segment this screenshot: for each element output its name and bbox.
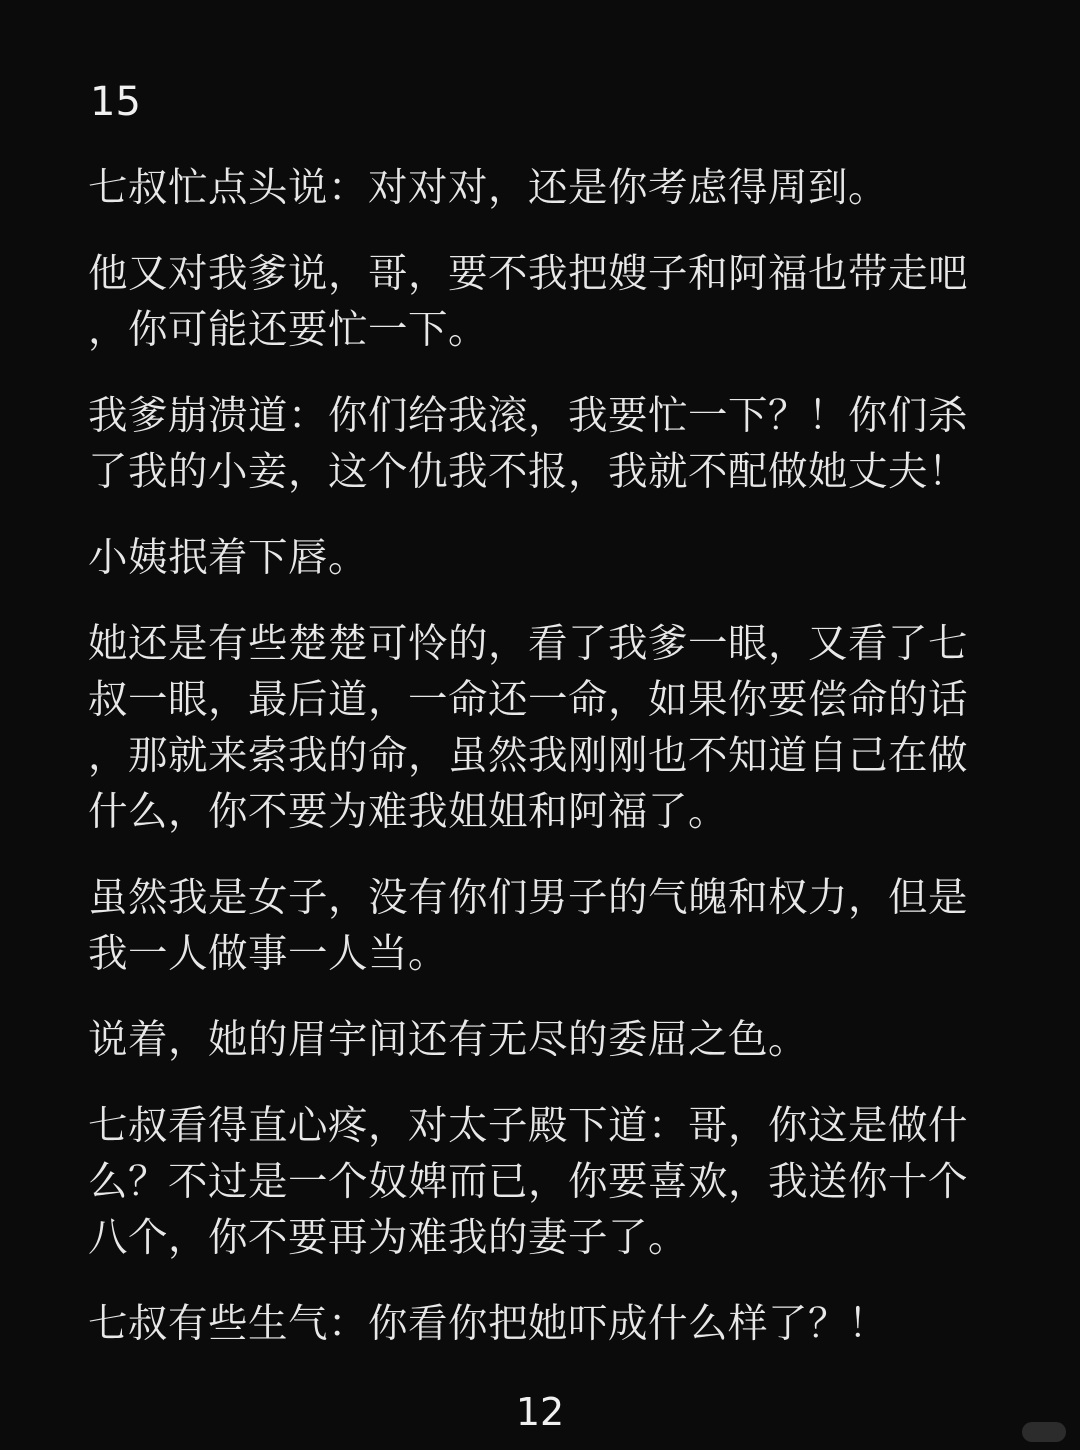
text-line: 我爹崩溃道：你们给我滚，我要忙一下？！你们杀 xyxy=(88,393,968,439)
text-line: 叔一眼，最后道，一命还一命，如果你要偿命的话 xyxy=(88,677,968,723)
text-line: 我一人做事一人当。 xyxy=(88,931,448,977)
text-line: 她还是有些楚楚可怜的，看了我爹一眼，又看了七 xyxy=(88,621,968,667)
text-line: 么？不过是一个奴婢而已，你要喜欢，我送你十个 xyxy=(88,1159,968,1205)
text-line: 他又对我爹说，哥，要不我把嫂子和阿福也带走吧 xyxy=(88,251,968,297)
text-line: 虽然我是女子，没有你们男子的气魄和权力，但是 xyxy=(88,875,968,921)
text-line: 七叔有些生气：你看你把她吓成什么样了？！ xyxy=(88,1301,888,1347)
text-line: ，你可能还要忙一下。 xyxy=(88,307,488,353)
text-line: 说着，她的眉宇间还有无尽的委屈之色。 xyxy=(88,1017,808,1063)
paragraph-9 xyxy=(88,1296,992,1352)
paragraph-2 xyxy=(88,246,992,358)
text-line: 七叔看得直心疼，对太子殿下道：哥，你这是做什 xyxy=(88,1103,968,1149)
paragraph-7 xyxy=(88,1012,992,1068)
paragraph-1 xyxy=(88,160,992,216)
text-line: 什么，你不要为难我姐姐和阿福了。 xyxy=(88,789,728,835)
text-line: 七叔忙点头说：对对对，还是你考虑得周到。 xyxy=(88,165,888,211)
story-text xyxy=(88,160,992,1382)
chapter-number: 15 xyxy=(90,79,141,125)
paragraph-6 xyxy=(88,870,992,982)
text-line: ，那就来索我的命，虽然我刚刚也不知道自己在做 xyxy=(88,733,968,779)
paragraph-3 xyxy=(88,388,992,500)
page-number: 12 xyxy=(515,1390,565,1434)
paragraph-5 xyxy=(88,616,992,840)
paragraph-8 xyxy=(88,1098,992,1266)
text-line: 小姨抿着下唇。 xyxy=(88,535,368,581)
text-line: 八个，你不要再为难我的妻子了。 xyxy=(88,1215,688,1261)
text-line: 了我的小妾，这个仇我不报，我就不配做她丈夫！ xyxy=(88,449,968,495)
watermark-logo xyxy=(1022,1422,1066,1442)
paragraph-4 xyxy=(88,530,992,586)
